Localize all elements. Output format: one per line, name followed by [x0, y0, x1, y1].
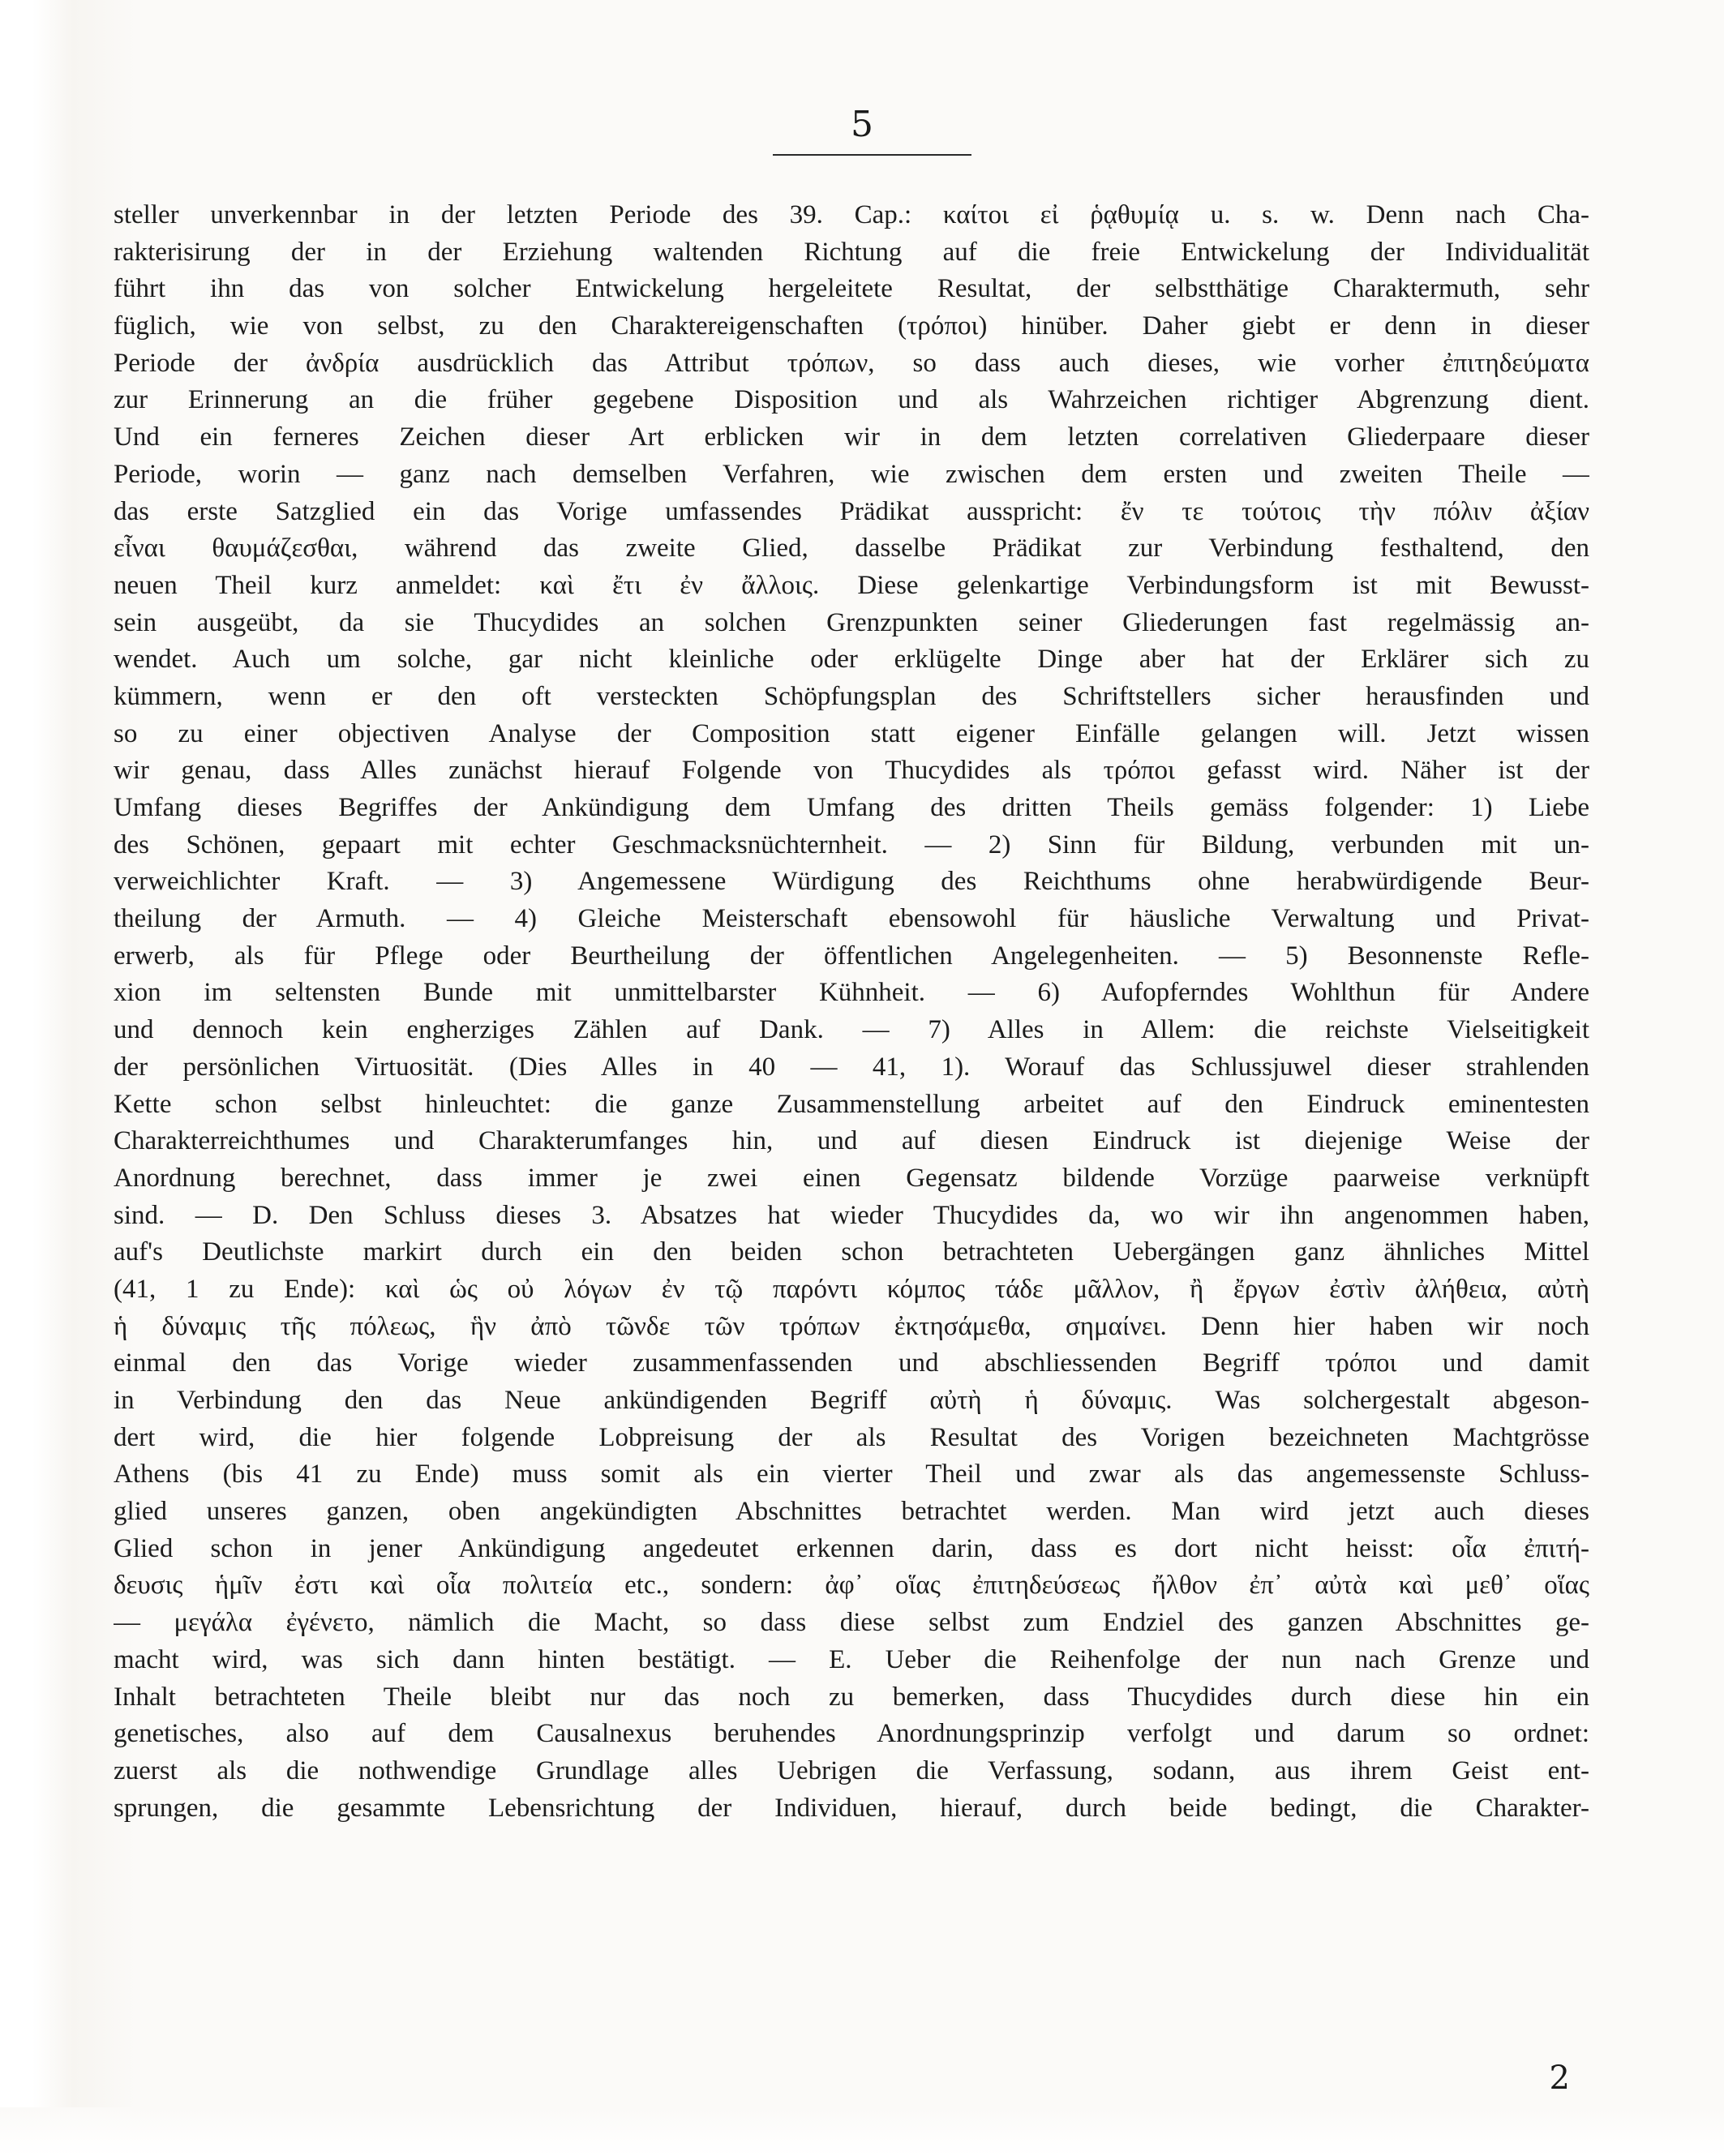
text-line: Periode der ἀνδρία ausdrücklich das Attribut τρόπων, so dass auch dieses, wie vorher ἐπιτηδεύματα — [114, 348, 1589, 378]
text-line: zur Erinnerung an die früher gegebene Disposition und als Wahrzeichen richtiger Abgrenzung dient. — [114, 385, 1589, 415]
text-line: ἡ δύναμις τῆς πόλεως, ἣν ἀπὸ τῶνδε τῶν τρόπων ἐκτησάμεθα, σημαίνει. Denn hier haben wir noch — [114, 1311, 1589, 1341]
text-line: Umfang dieses Begriffes der Ankündigung dem Umfang des dritten Theils gemäss folgender: 1) Liebe — [114, 793, 1589, 822]
text-line: verweichlichter Kraft. — 3) Angemessene Würdigung des Reichthums ohne herabwürdigende Beur- — [114, 867, 1589, 897]
page-number: 5 — [851, 104, 873, 145]
text-line: Athens (bis 41 zu Ende) muss somit als ein vierter Theil und zwar als das angemessenste Schluss- — [114, 1459, 1589, 1489]
text-line: neuen Theil kurz anmeldet: καὶ ἔτι ἐν ἄλλοις. Diese gelenkartige Verbindungsform ist mit Bewusst- — [114, 570, 1589, 600]
text-line: genetisches, also auf dem Causalnexus beruhendes Anordnungsprinzip verfolgt und darum so ordnet: — [114, 1719, 1589, 1749]
body-text — [114, 197, 1589, 1827]
text-line: in Verbindung den das Neue ankündigenden Begriff αὐτὴ ἡ δύναμις. Was solchergestalt abgeson- — [114, 1386, 1589, 1415]
text-line: Inhalt betrachteten Theile bleibt nur das noch zu bemerken, dass Thucydides durch diese hin ein — [114, 1682, 1589, 1712]
header-rule — [773, 154, 971, 156]
text-line: glied unseres ganzen, oben angekündigten Abschnittes betrachtet werden. Man wird jetzt auch dieses — [114, 1497, 1589, 1527]
text-line: Und ein ferneres Zeichen dieser Art erblicken wir in dem letzten correlativen Gliederpaare dieser — [114, 422, 1589, 452]
text-line: theilung der Armuth. — 4) Gleiche Meisterschaft ebensowohl für häusliche Verwaltung und Privat- — [114, 904, 1589, 934]
text-line: Glied schon in jener Ankündigung angedeutet erkennen darin, dass es dort nicht heisst: οἷα ἐπιτή- — [114, 1533, 1589, 1563]
text-line: auf's Deutlichste markirt durch ein den beiden schon betrachteten Uebergängen ganz ähnliches Mittel — [114, 1237, 1589, 1267]
text-line: des Schönen, gepaart mit echter Geschmacksnüchternheit. — 2) Sinn für Bildung, verbunden mit un- — [114, 829, 1589, 859]
signature-mark: 2 — [1549, 2060, 1570, 2097]
text-line: erwerb, als für Pflege oder Beurtheilung der öffentlichen Angelegenheiten. — 5) Besonnenste Refle- — [114, 941, 1589, 971]
text-line: einmal den das Vorige wieder zusammenfassenden und abschliessenden Begriff τρόποι und damit — [114, 1348, 1589, 1378]
text-line: εἶναι θαυμάζεσθαι, während das zweite Glied, dasselbe Prädikat zur Verbindung festhaltend, den — [114, 534, 1589, 564]
text-line: Charakterreichthumes und Charakterumfanges hin, und auf diesen Eindruck ist diejenige Weise der — [114, 1126, 1589, 1156]
text-line: xion im seltensten Bunde mit unmittelbarster Kühnheit. — 6) Aufopferndes Wohlthun für Andere — [114, 978, 1589, 1008]
text-line: Kette schon selbst hinleuchtet: die ganze Zusammenstellung arbeitet auf den Eindruck eminentesten — [114, 1089, 1589, 1119]
text-line: rakterisirung der in der Erziehung waltenden Richtung auf die freie Entwickelung der Individualität — [114, 237, 1589, 267]
text-line: und dennoch kein engherziges Zählen auf Dank. — 7) Alles in Allem: die reichste Vielseitigkeit — [114, 1015, 1589, 1045]
text-line: (41, 1 zu Ende): καὶ ὡς οὐ λόγων ἐν τῷ παρόντι κόμπος τάδε μᾶλλον, ἢ ἔργων ἐστὶν ἀλήθεια, αὐτὴ — [114, 1274, 1589, 1304]
text-line: steller unverkennbar in der letzten Periode des 39. Cap.: καίτοι εἰ ῥᾳθυμίᾳ u. s. w. Denn nach Cha- — [114, 200, 1589, 229]
text-line: füglich, wie von selbst, zu den Charaktereigenschaften (τρόποι) hinüber. Daher giebt er denn in dieser — [114, 311, 1589, 341]
text-line: wendet. Auch um solche, gar nicht kleinliche oder erklügelte Dinge aber hat der Erklärer sich zu — [114, 645, 1589, 675]
text-line: der persönlichen Virtuosität. (Dies Alles in 40 — 41, 1). Worauf das Schlussjuwel dieser strahlenden — [114, 1052, 1589, 1082]
text-line: macht wird, was sich dann hinten bestätigt. — E. Ueber die Reihenfolge der nun nach Grenze und — [114, 1644, 1589, 1674]
text-line: Anordnung berechnet, dass immer je zwei einen Gegensatz bildende Vorzüge paarweise verknüpft — [114, 1163, 1589, 1193]
text-line: — μεγάλα ἐγένετο, nämlich die Macht, so dass diese selbst zum Endziel des ganzen Abschnittes ge- — [114, 1608, 1589, 1638]
text-line: sind. — D. Den Schluss dieses 3. Absatzes hat wieder Thucydides da, wo wir ihn angenommen haben, — [114, 1200, 1589, 1230]
text-line: das erste Satzglied ein das Vorige umfassendes Prädikat ausspricht: ἔν τε τούτοις τὴν πόλιν ἀξίαν — [114, 496, 1589, 526]
text-line: Periode, worin — ganz nach demselben Verfahren, wie zwischen dem ersten und zweiten Theile — — [114, 459, 1589, 489]
text-line: dert wird, die hier folgende Lobpreisung der als Resultat des Vorigen bezeichneten Machtgrösse — [114, 1422, 1589, 1452]
text-line: zuerst als die nothwendige Grundlage alles Uebrigen die Verfassung, sodann, aus ihrem Geist ent- — [114, 1755, 1589, 1785]
text-line: so zu einer objectiven Analyse der Composition statt eigener Einfälle gelangen will. Jetzt wissen — [114, 718, 1589, 748]
text-line: δευσις ἡμῖν ἐστι καὶ οἷα πολιτεία etc., sondern: ἀφ᾽ οἵας ἐπιτηδεύσεως ἤλθον ἐπ᾽ αὐτὰ καὶ μεθ᾽ οἵας — [114, 1571, 1589, 1601]
text-line: sein ausgeübt, da sie Thucydides an solchen Grenzpunkten seiner Gliederungen fast regelmässig an- — [114, 607, 1589, 637]
text-line: wir genau, dass Alles zunächst hierauf Folgende von Thucydides als τρόποι gefasst wird. Näher ist der — [114, 756, 1589, 786]
text-line: kümmern, wenn er den oft versteckten Schöpfungsplan des Schriftstellers sicher herausfinden und — [114, 681, 1589, 711]
text-line: sprungen, die gesammte Lebensrichtung der Individuen, hierauf, durch beide bedingt, die Charakter- — [114, 1793, 1589, 1823]
text-line: führt ihn das von solcher Entwickelung hergeleitete Resultat, der selbstthätige Charaktermuth, sehr — [114, 274, 1589, 304]
page-edge-bottom — [0, 2107, 1724, 2156]
